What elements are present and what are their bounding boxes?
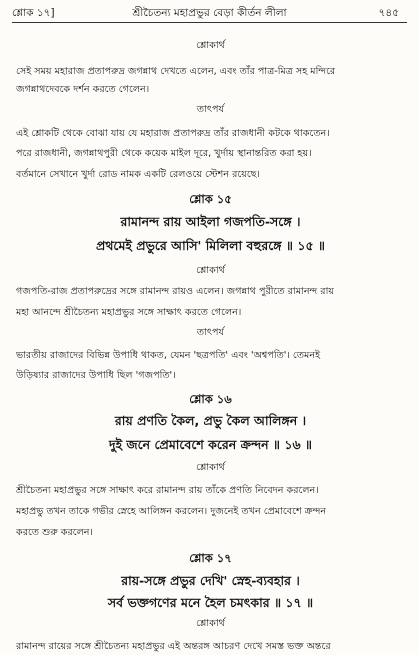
- section-heading: তাৎপর্য: [196, 327, 225, 338]
- verse-line: রামানন্দ রায় আইলা গজপতি-সঙ্গে ।: [120, 214, 301, 229]
- section-heading: শ্লোকার্থ: [196, 618, 225, 629]
- body-text-line: জগন্নাথদেবকে দর্শন করতে গেলেন।: [16, 84, 150, 95]
- body-text-line: গজপতি-রাজ প্রতাপরুদ্রের সঙ্গে রামানন্দ রায়ও এলেন। জগন্নাথ পুরীতে রামানন্দ রায়: [16, 286, 335, 297]
- header-verse-ref: শ্লোক ১৭]: [12, 7, 55, 19]
- body-text-line: মহা আনন্দে শ্রীচৈতন্য মহাপ্রভুর সঙ্গে সাক্ষাৎ করতে গেলেন।: [16, 307, 242, 318]
- body-text-line: উড়িষ্যার রাজাদের উপাধি ছিল 'গজপতি'।: [16, 370, 176, 381]
- body-text-line: ভারতীয় রাজাদের বিভিন্ন উপাধি থাকত, যেমন 'ছত্রপতি' এবং 'অশ্বপতি'। তেমনই: [16, 350, 321, 361]
- body-text-line: সেই সময় মহারাজ প্রতাপরুদ্র জগন্নাথ দেখতে এলেন, এবং তাঁর পাত্র-মিত্র সহ মন্দিরে: [16, 66, 336, 77]
- section-heading: শ্লোকার্থ: [196, 265, 225, 276]
- body-text-line: শ্রীচৈতন্য মহাপ্রভুর সঙ্গে সাক্ষাৎ করে রামানন্দ রায় তাঁকে প্রণতি নিবেদন করলেন।: [16, 485, 319, 496]
- body-text-line: করতে শুরু করলেন।: [16, 527, 93, 538]
- body-text-line: মহাপ্রভু তখন তাকে গভীর স্নেহে আলিঙ্গন করলেন। দুজনেই তখন প্রেমাবেশে ক্রন্দন: [16, 506, 327, 517]
- body-text-line: পরে রাজধানী, জগন্নাথপুরী থেকে কয়েক মাইল দূরে, খুর্দায় স্থানান্তরিত করা হয়।: [16, 148, 312, 159]
- verse-heading: শ্লোক ১৬: [189, 392, 232, 406]
- verse-line: রায় প্রণতি কৈল, প্রভু কৈল আলিঙ্গন ।: [114, 413, 307, 428]
- running-header: [12, 6, 407, 22]
- section-heading: শ্লোকার্থ: [196, 462, 225, 473]
- verse-line: সর্ব ভক্তগণের মনে হৈল চমৎকার ॥ ১৭ ॥: [107, 595, 314, 610]
- verse-line: রায়-সঙ্গে প্রভুর দেখি' স্নেহ-ব্যবহার ।: [121, 573, 300, 588]
- page-number: ৭৪৫: [378, 7, 399, 19]
- header-rule: [12, 22, 407, 23]
- verse-line: প্রথমেই প্রভুরে আসি' মিলিলা বহুরঙ্গে ॥ ১৫ ॥: [96, 238, 325, 253]
- verse-line: দুই জনে প্রেমাবেশে করেন ক্রন্দন ॥ ১৬ ॥: [109, 437, 312, 452]
- section-heading: শ্লোকার্থ: [196, 40, 225, 51]
- body-text-line: বর্তমানে সেখানে খুর্দা রোড নামক একটি রেলওয়ে স্টেশন রয়েছে।: [16, 169, 260, 180]
- body-text-line: রামানন্দ রায়ের সঙ্গে শ্রীচৈতন্য মহাপ্রভুর এই অন্তরঙ্গ আচরণ দেখে সমস্ত ভক্ত অন্তরে: [16, 641, 331, 652]
- verse-heading: শ্লোক ১৫: [189, 192, 232, 206]
- body-text-line: এই শ্লোকটি থেকে বোঝা যায় যে মহারাজ প্রতাপরুদ্র তাঁর রাজধানী কটকে থাকতেন।: [16, 128, 330, 139]
- verse-heading: শ্লোক ১৭: [189, 551, 232, 565]
- section-heading: তাৎপর্য: [196, 104, 225, 115]
- header-chapter-title: শ্রীচৈতন্য মহাপ্রভুর বেড়া কীর্তন লীলা: [132, 7, 287, 19]
